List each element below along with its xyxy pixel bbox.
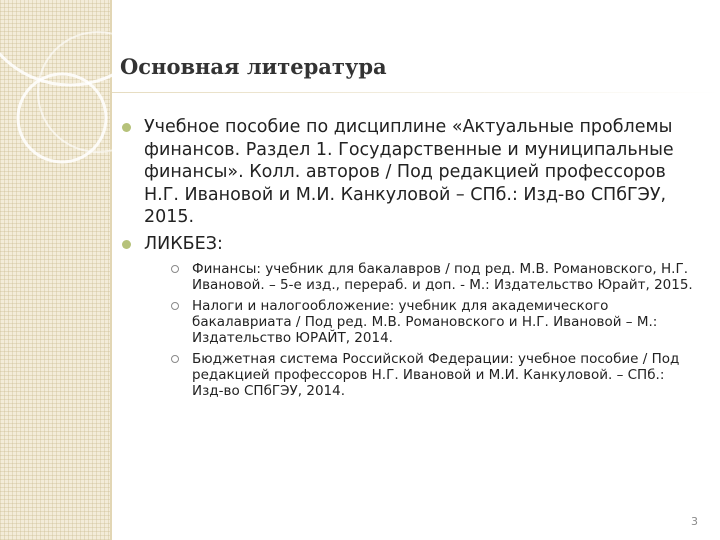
decorative-circles (0, 0, 112, 540)
page-number: 3 (691, 515, 698, 528)
bullet-dot-icon (122, 240, 131, 249)
slide-title: Основная литература (120, 54, 387, 79)
bullet-dot-icon (122, 123, 131, 132)
bullet-text: ЛИКБЕЗ: (144, 233, 223, 254)
sub-bullet-text: Бюджетная система Российской Федерации: учебное пособие / Под редакцией профессоров Н.Г. Ивановой и М.И. Канкуловой. – СПб.: Изд-во СПбГЭУ, 2014. (192, 351, 680, 399)
sub-bullet-item (168, 298, 700, 346)
title-underline (112, 92, 720, 93)
sub-bullet-text: Налоги и налогообложение: учебник для академического бакалавриата / Под ред. М.В. Романовского и Н.Г. Ивановой – М.: Издательство ЮРАЙТ, 2014. (192, 298, 658, 346)
bullet-text: Учебное пособие по дисциплине «Актуальные проблемы финансов. Раздел 1. Государственные и муниципальные финансы». Колл. авторов / Под редакцией профессоров Н.Г. Ивановой и М.И. Канкуловой – СПб.: Изд-во СПбГЭУ, 2015. (144, 117, 674, 227)
sub-bullet-item (168, 351, 700, 399)
circle-bullet-icon (171, 265, 179, 273)
circle-bullet-icon (171, 302, 179, 310)
bullet-item-likbez (120, 233, 700, 400)
bullet-item-textbook (120, 116, 700, 229)
sub-bullet-item (168, 261, 700, 293)
slide-content (120, 116, 700, 404)
main-bullet-list (120, 116, 700, 399)
sub-bullet-list (144, 261, 700, 399)
sub-bullet-text: Финансы: учебник для бакалавров / под ред. М.В. Романовского, Н.Г. Ивановой. – 5-е изд., перераб. и доп. - М.: Издательство Юрайт, 2015. (192, 261, 693, 293)
circle-bullet-icon (171, 355, 179, 363)
